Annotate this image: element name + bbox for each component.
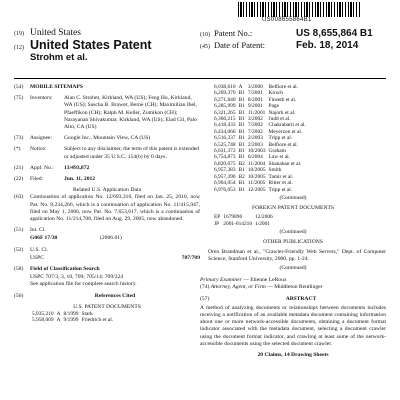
country: United States <box>30 28 81 38</box>
notice-field: (*) Notice: Subject to any disclaimer, the term of this patent is extended or adjusted under 35 U.S.C. 154(b) by 0 days. <box>14 146 200 160</box>
citation-kind: B1 <box>238 186 245 193</box>
citation-name: Judd et al. <box>268 116 291 123</box>
citation-no: 6,964,054 <box>214 180 236 187</box>
citation-date: 7/2002 <box>247 128 263 135</box>
title-field: (54) MOBILE SITEMAPS <box>14 84 200 91</box>
citation-date: 3/2002 <box>247 116 263 123</box>
citation-no: 2001-014210 <box>223 220 253 227</box>
claims-summary: 20 Claims, 14 Drawing Sheets <box>257 351 329 358</box>
field-search: (58) Field of Classification Search <box>14 266 100 273</box>
citation-kind: B1 <box>238 122 245 129</box>
continued-3: (Continued) <box>279 264 307 271</box>
citation-date: 11/2001 <box>247 109 266 116</box>
patent-date: Feb. 18, 2014 <box>296 40 359 51</box>
citation-row <box>214 187 309 193</box>
citation-no: 6,976,053 <box>214 186 236 193</box>
citation-no: 6,957,390 <box>214 173 236 180</box>
citation-date: 12/2005 <box>247 186 266 193</box>
citation-name: Tamir et al. <box>268 173 294 180</box>
citation-date: 7/2001 <box>247 90 263 97</box>
citation-date: 12/2006 <box>255 214 273 221</box>
citation-date: 9/2001 <box>247 103 263 110</box>
citation-name: Belfiore et al. <box>268 84 299 90</box>
int-cl-field: (51) Int. Cl. <box>14 227 46 234</box>
primary-examiner: Primary Examiner — Etienne LeRoux <box>200 277 287 284</box>
citation-name: Tripp et al. <box>268 186 293 193</box>
citation-kind: B1 <box>238 154 245 161</box>
code-45: (45) <box>200 44 210 50</box>
inventors-field: (75) Inventors: Alan C. Strohm, Kirkland, WA (US); Feng Hu, Kirkland, WA (US); Sascha B. Brawer, Berne (CH); Maximilian Ibel, Pfaeffikon (CH); Ralph M. Keller, Zumikon (CH); Narayanan Shivakumar, Kirkland, WA (US); Elad Gil, Palo Alto, CA (US) <box>14 95 200 131</box>
field-search-note: See application file for complete search history. <box>30 281 137 288</box>
filed-date: Jun. 11, 2012 <box>64 176 96 183</box>
continued-1: (Continued) <box>279 194 307 201</box>
abstract-heading-row: (57) ABSTRACT <box>200 296 386 303</box>
citation-date: 10/2003 <box>247 148 266 155</box>
citation-name: Finseth et al. <box>268 96 297 103</box>
citation-no: 6,269,370 <box>214 90 236 97</box>
patent-title: MOBILE SITEMAPS <box>30 84 83 90</box>
citation-name: Page <box>268 103 280 110</box>
citation-name: Graham <box>268 148 286 155</box>
citation-date: 2/2003 <box>247 135 263 142</box>
foreign-table <box>214 214 276 227</box>
us-cl-value: USPC 707/709 <box>30 254 200 261</box>
citation-no: 6,516,337 <box>214 135 236 142</box>
citation-kind: B1 <box>238 109 245 116</box>
citation-date: 8/1999 <box>63 311 79 318</box>
citation-kind: B1 <box>238 135 245 142</box>
inventors-list: Alan C. Strohm, Kirkland, WA (US); Feng Hu, Kirkland, WA (US); Sascha B. Brawer, Berne (CH); Maximilian Ibel, Pfaeffikon (CH); Ralph M. Keller, Zumikon (CH); Narayanan Shivakumar, Kirkland, WA (US); Elad Gil, Palo Alto, CA (US) <box>64 95 197 131</box>
citation-row <box>32 317 116 323</box>
citation-name: Law et al. <box>268 154 290 161</box>
citation-kind: A <box>56 317 61 324</box>
barcode-number: US008655864B1 <box>262 17 312 23</box>
header-left <box>14 28 152 63</box>
citation-kind: B1 <box>238 167 245 174</box>
citation-date: 9/1999 <box>63 317 79 324</box>
citation-name: Kirsch <box>268 90 283 97</box>
attorney: (74) Attorney, Agent, or Firm — Middleton Reutlinger <box>200 284 323 291</box>
us-docs-table <box>32 311 116 324</box>
citation-no: 6,321,265 <box>214 109 236 116</box>
assignee: Google Inc., Mountain View, CA (US) <box>64 135 151 142</box>
citation-name: Friedrich et al. <box>81 317 114 324</box>
citation-no: 6,754,873 <box>214 154 236 161</box>
citation-name: Stark <box>81 311 93 318</box>
citation-country: JP <box>214 220 220 227</box>
citation-no: 6,434,066 <box>214 128 236 135</box>
citation-no: 6,366,215 <box>214 116 236 123</box>
document-type: United States Patent <box>30 38 152 52</box>
appl-no-field: (21) Appl. No.: 13/493,872 <box>14 165 200 172</box>
field-search-value: USPC 707/3, 3, 10, 709; 705/14; 709/224 <box>30 274 124 281</box>
notice-text: Subject to any disclaimer, the term of this patent is extended or adjusted under 35 U.S.C. 154(b) by 0 days. <box>64 146 200 160</box>
code-19: (19) <box>14 31 24 37</box>
citation-no: 6,525,748 <box>214 141 236 148</box>
citation-name: Tripp et al. <box>268 135 293 142</box>
citation-date: 10/2005 <box>247 173 266 180</box>
date-label: Date of Patent: <box>214 40 265 50</box>
citation-kind: B2 <box>238 160 245 167</box>
citation-name: Belfiore et al. <box>268 141 299 148</box>
citation-date: 7/2002 <box>247 122 263 129</box>
citation-kind: B1 <box>238 148 245 155</box>
code-12: (12) <box>14 45 24 51</box>
citation-no: 6,418,433 <box>214 122 236 129</box>
related-text: Continuation of application No. 12/693,310, filed on Jan. 25, 2010, now Pat. No. 8,234,266, which is a continuation of application No. 11/415,947, filed on May 1, 2006, now Pat. No. 7,653,617, which is a continuation of application No. 11/214,708, filed on Aug. 29, 2005, now abandoned. <box>30 194 200 223</box>
citation-country: EP <box>214 214 221 221</box>
header-rule <box>14 78 386 79</box>
citation-name: Smith <box>268 167 282 174</box>
abstract-heading: ABSTRACT <box>285 295 317 302</box>
citation-kind: A <box>56 311 61 318</box>
us-docs-heading: U.S. PATENT DOCUMENTS <box>73 303 141 310</box>
related-heading: Related U.S. Application Data <box>73 187 141 194</box>
citation-no: 5,935,210 <box>32 311 54 318</box>
citation-no: 6,038,610 <box>214 84 236 90</box>
citation-kind: A <box>238 84 243 90</box>
citation-row <box>214 221 276 227</box>
other-pub-heading: OTHER PUBLICATIONS <box>263 239 323 246</box>
citation-no: 5,958,009 <box>32 317 54 324</box>
citation-date: 2/2003 <box>247 141 263 148</box>
citation-no: 6,957,383 <box>214 167 236 174</box>
citation-date: 3/2000 <box>247 84 263 90</box>
citation-row <box>214 122 309 128</box>
citation-date: 11/2004 <box>247 160 266 167</box>
right-column <box>200 84 386 359</box>
citations-table <box>214 84 309 193</box>
citation-kind: B1 <box>238 116 245 123</box>
related-field: (63) Continuation of application No. 12/693,310, filed on Jan. 25, 2010, now Pat. No. 8,234,266, which is a continuation of application No. 11/415,947, filed on May 1, 2006, now Pat. No. 7,653,617, which is a continuation of application No. 11/214,708, filed on Aug. 29, 2005, now abandoned. <box>14 194 200 223</box>
citation-name: Najork et al. <box>268 109 296 116</box>
foreign-heading: FOREIGN PATENT DOCUMENTS <box>251 205 335 212</box>
continued-2: (Continued) <box>279 229 307 236</box>
filed-field: (22) Filed: Jun. 11, 2012 <box>14 176 200 183</box>
abstract-text: A method of analyzing documents or relationships between documents includes receiving a notification of an available metadata document containing information about one or more network-accessible documents, obtaining a document format indicator associated with the metadata document, selecting a document crawler using the document format indicator, and crawling at least some of the network-accessible documents using the selected document crawler. <box>200 304 386 347</box>
citation-name: Shanahan et al. <box>268 160 302 167</box>
citation-date: 10/2005 <box>247 167 266 174</box>
citation-no: 6,820,075 <box>214 160 236 167</box>
references-field: (56) References Cited <box>14 292 136 299</box>
code-10: (10) <box>200 32 210 38</box>
int-cl-value: G06F 17/30 (2006.01) <box>30 235 122 242</box>
inventor-short: Strohm et al. <box>30 52 88 63</box>
citation-no: 6,271,840 <box>214 96 236 103</box>
assignee-field: (73) Assignee: Google Inc., Mountain View, CA (US) <box>14 135 200 142</box>
citation-kind: B1 <box>238 103 245 110</box>
other-pub: Oren Brandman et al., "Crawler-Friendly Web Servers," Dept. of Computer Science, Stanford University, 2000, pp. 1-24. <box>208 248 386 262</box>
left-column <box>14 84 200 324</box>
patent-number: US 8,655,864 B1 <box>296 28 373 39</box>
us-cl-field: (52) U.S. Cl. <box>14 246 49 253</box>
citation-date: 1/2001 <box>255 220 271 227</box>
citation-kind: B1 <box>238 141 245 148</box>
citation-name: Chakrabarti et al. <box>268 122 306 129</box>
patent-no-label: Patent No.: <box>214 28 253 38</box>
citation-date: 8/2001 <box>247 96 263 103</box>
citation-date: 11/2005 <box>247 180 266 187</box>
barcode-image <box>238 2 360 17</box>
citation-name: Ritter et al. <box>268 180 293 187</box>
header-right <box>200 28 373 52</box>
citation-no: 6,631,372 <box>214 148 236 155</box>
citation-kind: B1 <box>238 96 245 103</box>
citation-no: 1679896 <box>223 214 243 221</box>
citation-kind: B1 <box>238 128 245 135</box>
appl-no: 13/493,872 <box>64 164 90 171</box>
citation-date: 6/2004 <box>247 154 263 161</box>
citation-kind: B1 <box>238 90 245 97</box>
citation-name: Meyerzon et al. <box>268 128 303 135</box>
citation-kind: B1 <box>238 180 245 187</box>
citation-kind: B2 <box>238 173 245 180</box>
citation-no: 6,285,999 <box>214 103 236 110</box>
